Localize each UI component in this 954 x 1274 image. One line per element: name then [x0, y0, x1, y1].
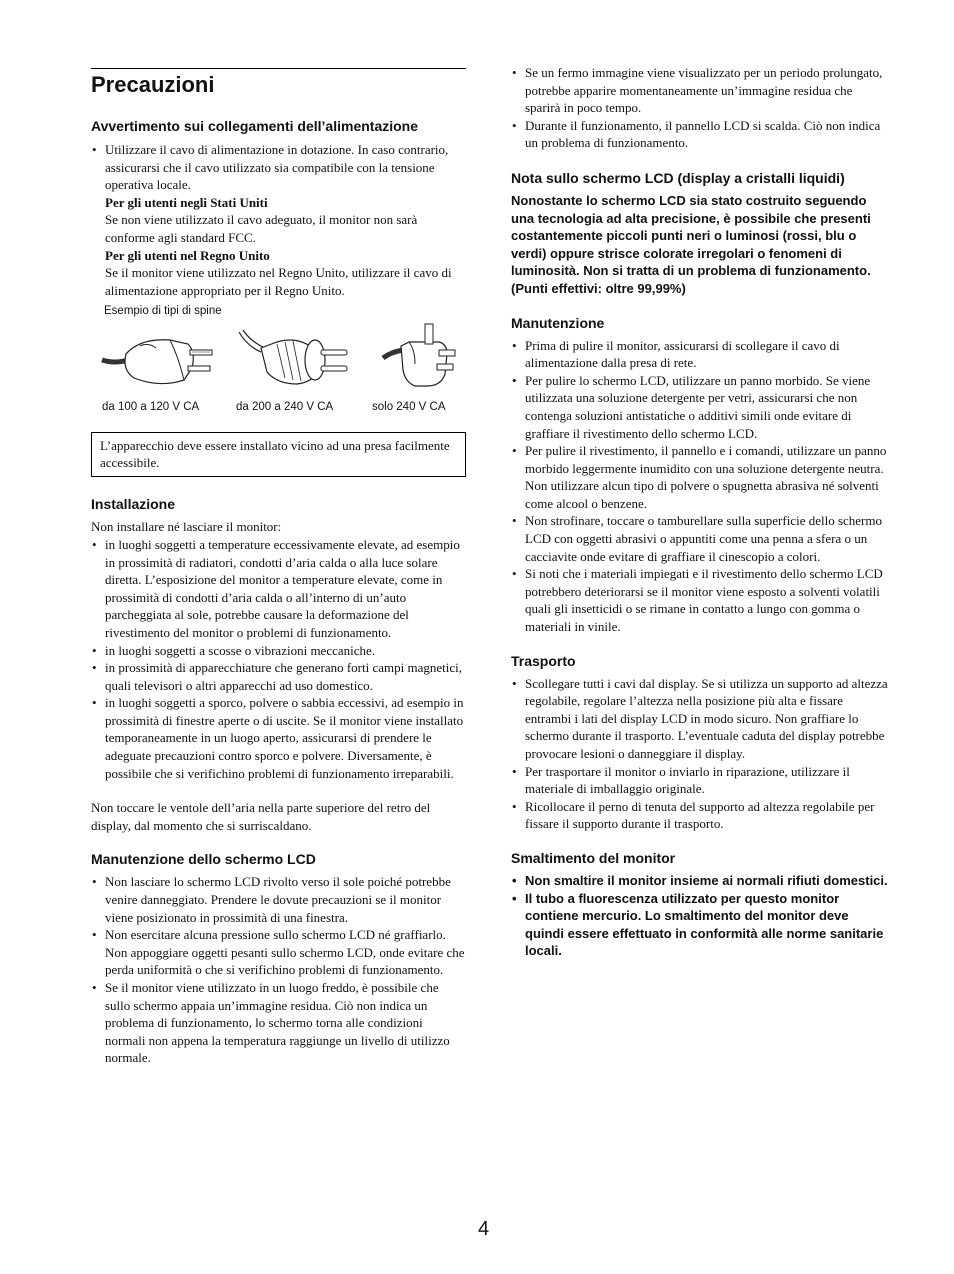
plug-caption: Esempio di tipi di spine	[104, 305, 222, 318]
list-item: • Non strofinare, toccare o tamburellare sulla superficie dello schermo LCD con oggetti abrasivi o appuntiti come una penna a sfera o un cacciavite onde evitare di graffiare il cinescopio a colori.	[511, 512, 889, 565]
list-item: • Non lasciare lo schermo LCD rivolto verso il sole poiché potrebbe venire danneggiato. Prendere le dovute precauzioni se il monitor viene posizionato in prossimità di una finestra.	[91, 873, 466, 926]
disposal-list	[511, 872, 889, 960]
installation-list	[91, 536, 466, 782]
plug-illustrations	[91, 320, 466, 400]
plug-labels	[91, 400, 466, 416]
list-item: • Il tubo a fluorescenza utilizzato per questo monitor contiene mercurio. Lo smaltimento del monitor deve quindi essere effettuato in conformità alle norme sanitarie locali.	[511, 890, 889, 960]
heading-disposal: Smaltimento del monitor	[511, 849, 676, 866]
list-item	[91, 141, 466, 299]
list-item: • Prima di pulire il monitor, assicurarsi di scollegare il cavo di alimentazione dalla presa di rete.	[511, 337, 889, 372]
heading-screen-care: Manutenzione dello schermo LCD	[91, 851, 316, 868]
list-item: • Per pulire il rivestimento, il pannello e i comandi, utilizzare un panno morbido leggermente inumidito con una soluzione detergente neutra. Non utilizzare alcun tipo di polvere o spugnetta abrasiva né solventi come alcool o benzene.	[511, 442, 889, 512]
list-item: • Scollegare tutti i cavi dal display. Se si utilizza un supporto ad altezza regolabile, regolare l’altezza nella posizione più alta e fissare entrambi i lati del display LCD in modo sicuro. Non graffiare lo schermo durante il trasporto. L’eventuale caduta del display potrebbe provocare lesioni o danneggiare il display.	[511, 675, 889, 763]
vents-warning: Non toccare le ventole dell’aria nella parte superiore del retro del display, dal momento che si surriscaldano.	[91, 800, 431, 833]
uk-users-text: Se il monitor viene utilizzato nel Regno Unito, utilizzare il cavo di alimentazione appropriato per il Regno Unito.	[105, 265, 452, 298]
installation-note-box: L’apparecchio deve essere installato vicino ad una presa facilmente accessibile.	[91, 432, 466, 477]
list-item: • Non esercitare alcuna pressione sullo schermo LCD né graffiarlo. Non appoggiare oggetti pesanti sullo schermo LCD, onde evitare che perda uniformità o che si verifichino problemi di funzionamento.	[91, 926, 466, 979]
heading-power-warning: Avvertimento sui collegamenti dell’alimentazione	[91, 118, 419, 134]
list-item: • Se il monitor viene utilizzato in un luogo freddo, è possibile che sullo schermo appaia un’immagine residua. Ciò non indica un problema di funzionamento, lo schermo torna alle condizioni normali non appena la temperatura raggiunge un livello di utilizzo normale.	[91, 979, 466, 1067]
power-list	[91, 141, 466, 299]
page-title: Precauzioni	[91, 72, 215, 97]
screen-care-list	[91, 873, 466, 1067]
lcd-note-text: Nonostante lo schermo LCD sia stato costruito seguendo una tecnologia ad alta precisione, è possibile che presenti costantemente piccoli punti neri o luminosi (rossi, blu o verdi) oppure strisce colorate irregolari o fenomeni di luminosità. Non si tratta di un problema di funzionamento.	[511, 192, 871, 279]
list-item: • Per trasportare il monitor o inviarlo in riparazione, utilizzare il materiale di imballaggio originale.	[511, 763, 889, 798]
page-number: 4	[478, 1218, 490, 1240]
list-item: • in prossimità di apparecchiature che generano forti campi magnetici, quali televisori o altri apparecchi ad uso domestico.	[91, 659, 466, 694]
lcd-effective-pixels: (Punti effettivi: oltre 99,99%)	[511, 280, 686, 296]
screen-care-continued-list	[511, 64, 889, 152]
plug-label-us: da 100 a 120 V CA	[102, 401, 200, 414]
list-item: • Si noti che i materiali impiegati e il rivestimento dello schermo LCD potrebbero deteriorarsi se il monitor viene esposto a solventi volatili quali gli insetticidi o se rimane in contatto a lungo con gomma o materiali in vinile.	[511, 565, 889, 635]
maintenance-list	[511, 337, 889, 636]
plug-label-uk: solo 240 V CA	[372, 401, 446, 414]
list-item: • Se un fermo immagine viene visualizzato per un periodo prolungato, potrebbe apparire momentaneamente un’immagine residua che sparirà in poco tempo.	[511, 64, 889, 117]
transport-list	[511, 675, 889, 833]
list-item: • Durante il funzionamento, il pannello LCD si scalda. Ciò non indica un problema di funzionamento.	[511, 117, 889, 152]
left-column	[91, 68, 466, 1067]
uk-users-heading: Per gli utenti nel Regno Unito	[105, 247, 270, 263]
us-users-text: Se non viene utilizzato il cavo adeguato, il monitor non sarà conforme agli standard FCC.	[105, 212, 418, 245]
uk-plug-icon	[381, 320, 461, 390]
list-item: • Per pulire lo schermo LCD, utilizzare un panno morbido. Se viene utilizzata una soluzione detergente per vetri, assicurarsi che non contenga soluzioni antistatiche o additivi simili onde evitare di graffiare il rivestimento dello schermo LCD.	[511, 372, 889, 442]
list-item: • in luoghi soggetti a temperature eccessivamente elevate, ad esempio in prossimità di radiatori, condotti d’aria calda o alla luce solare diretta. L’esposizione del monitor a temperature elevate, come in prossimità di condotti d’aria calda o all’interno di un’auto parcheggiata al sole, potrebbe causare la deformazione del rivestimento del monitor o problemi di funzionamento.	[91, 536, 466, 642]
heading-installation: Installazione	[91, 496, 176, 513]
list-item: • Non smaltire il monitor insieme ai normali rifiuti domestici.	[511, 872, 889, 890]
eu-plug-icon	[237, 326, 359, 390]
us-users-heading: Per gli utenti negli Stati Uniti	[105, 194, 268, 210]
list-item: • in luoghi soggetti a scosse o vibrazioni meccaniche.	[91, 642, 466, 660]
heading-lcd-note: Nota sullo schermo LCD (display a cristalli liquidi)	[511, 169, 845, 186]
right-column	[511, 64, 889, 960]
heading-transport: Trasporto	[511, 652, 576, 669]
heading-maintenance: Manutenzione	[511, 314, 605, 331]
us-plug-icon	[100, 330, 220, 390]
installation-intro: Non installare né lasciare il monitor:	[91, 519, 282, 535]
title-rule	[91, 68, 466, 69]
list-item: • in luoghi soggetti a sporco, polvere o sabbia eccessivi, ad esempio in prossimità di finestre aperte o di uscite. Se il monitor viene installato temporaneamente in un luogo aperto, assicurarsi di prendere le adeguate precauzioni contro sporco e polvere. Diversamente, è possibile che si verifichino problemi di funzionamento irreparabili.	[91, 694, 466, 782]
power-bullet-text: Utilizzare il cavo di alimentazione in dotazione. In caso contrario, assicurarsi che il cavo utilizzato sia compatibile con la tensione operativa locale.	[105, 142, 449, 193]
plug-label-eu: da 200 a 240 V CA	[236, 401, 334, 414]
list-item: • Ricollocare il perno di tenuta del supporto ad altezza regolabile per fissare il supporto durante il trasporto.	[511, 798, 889, 833]
